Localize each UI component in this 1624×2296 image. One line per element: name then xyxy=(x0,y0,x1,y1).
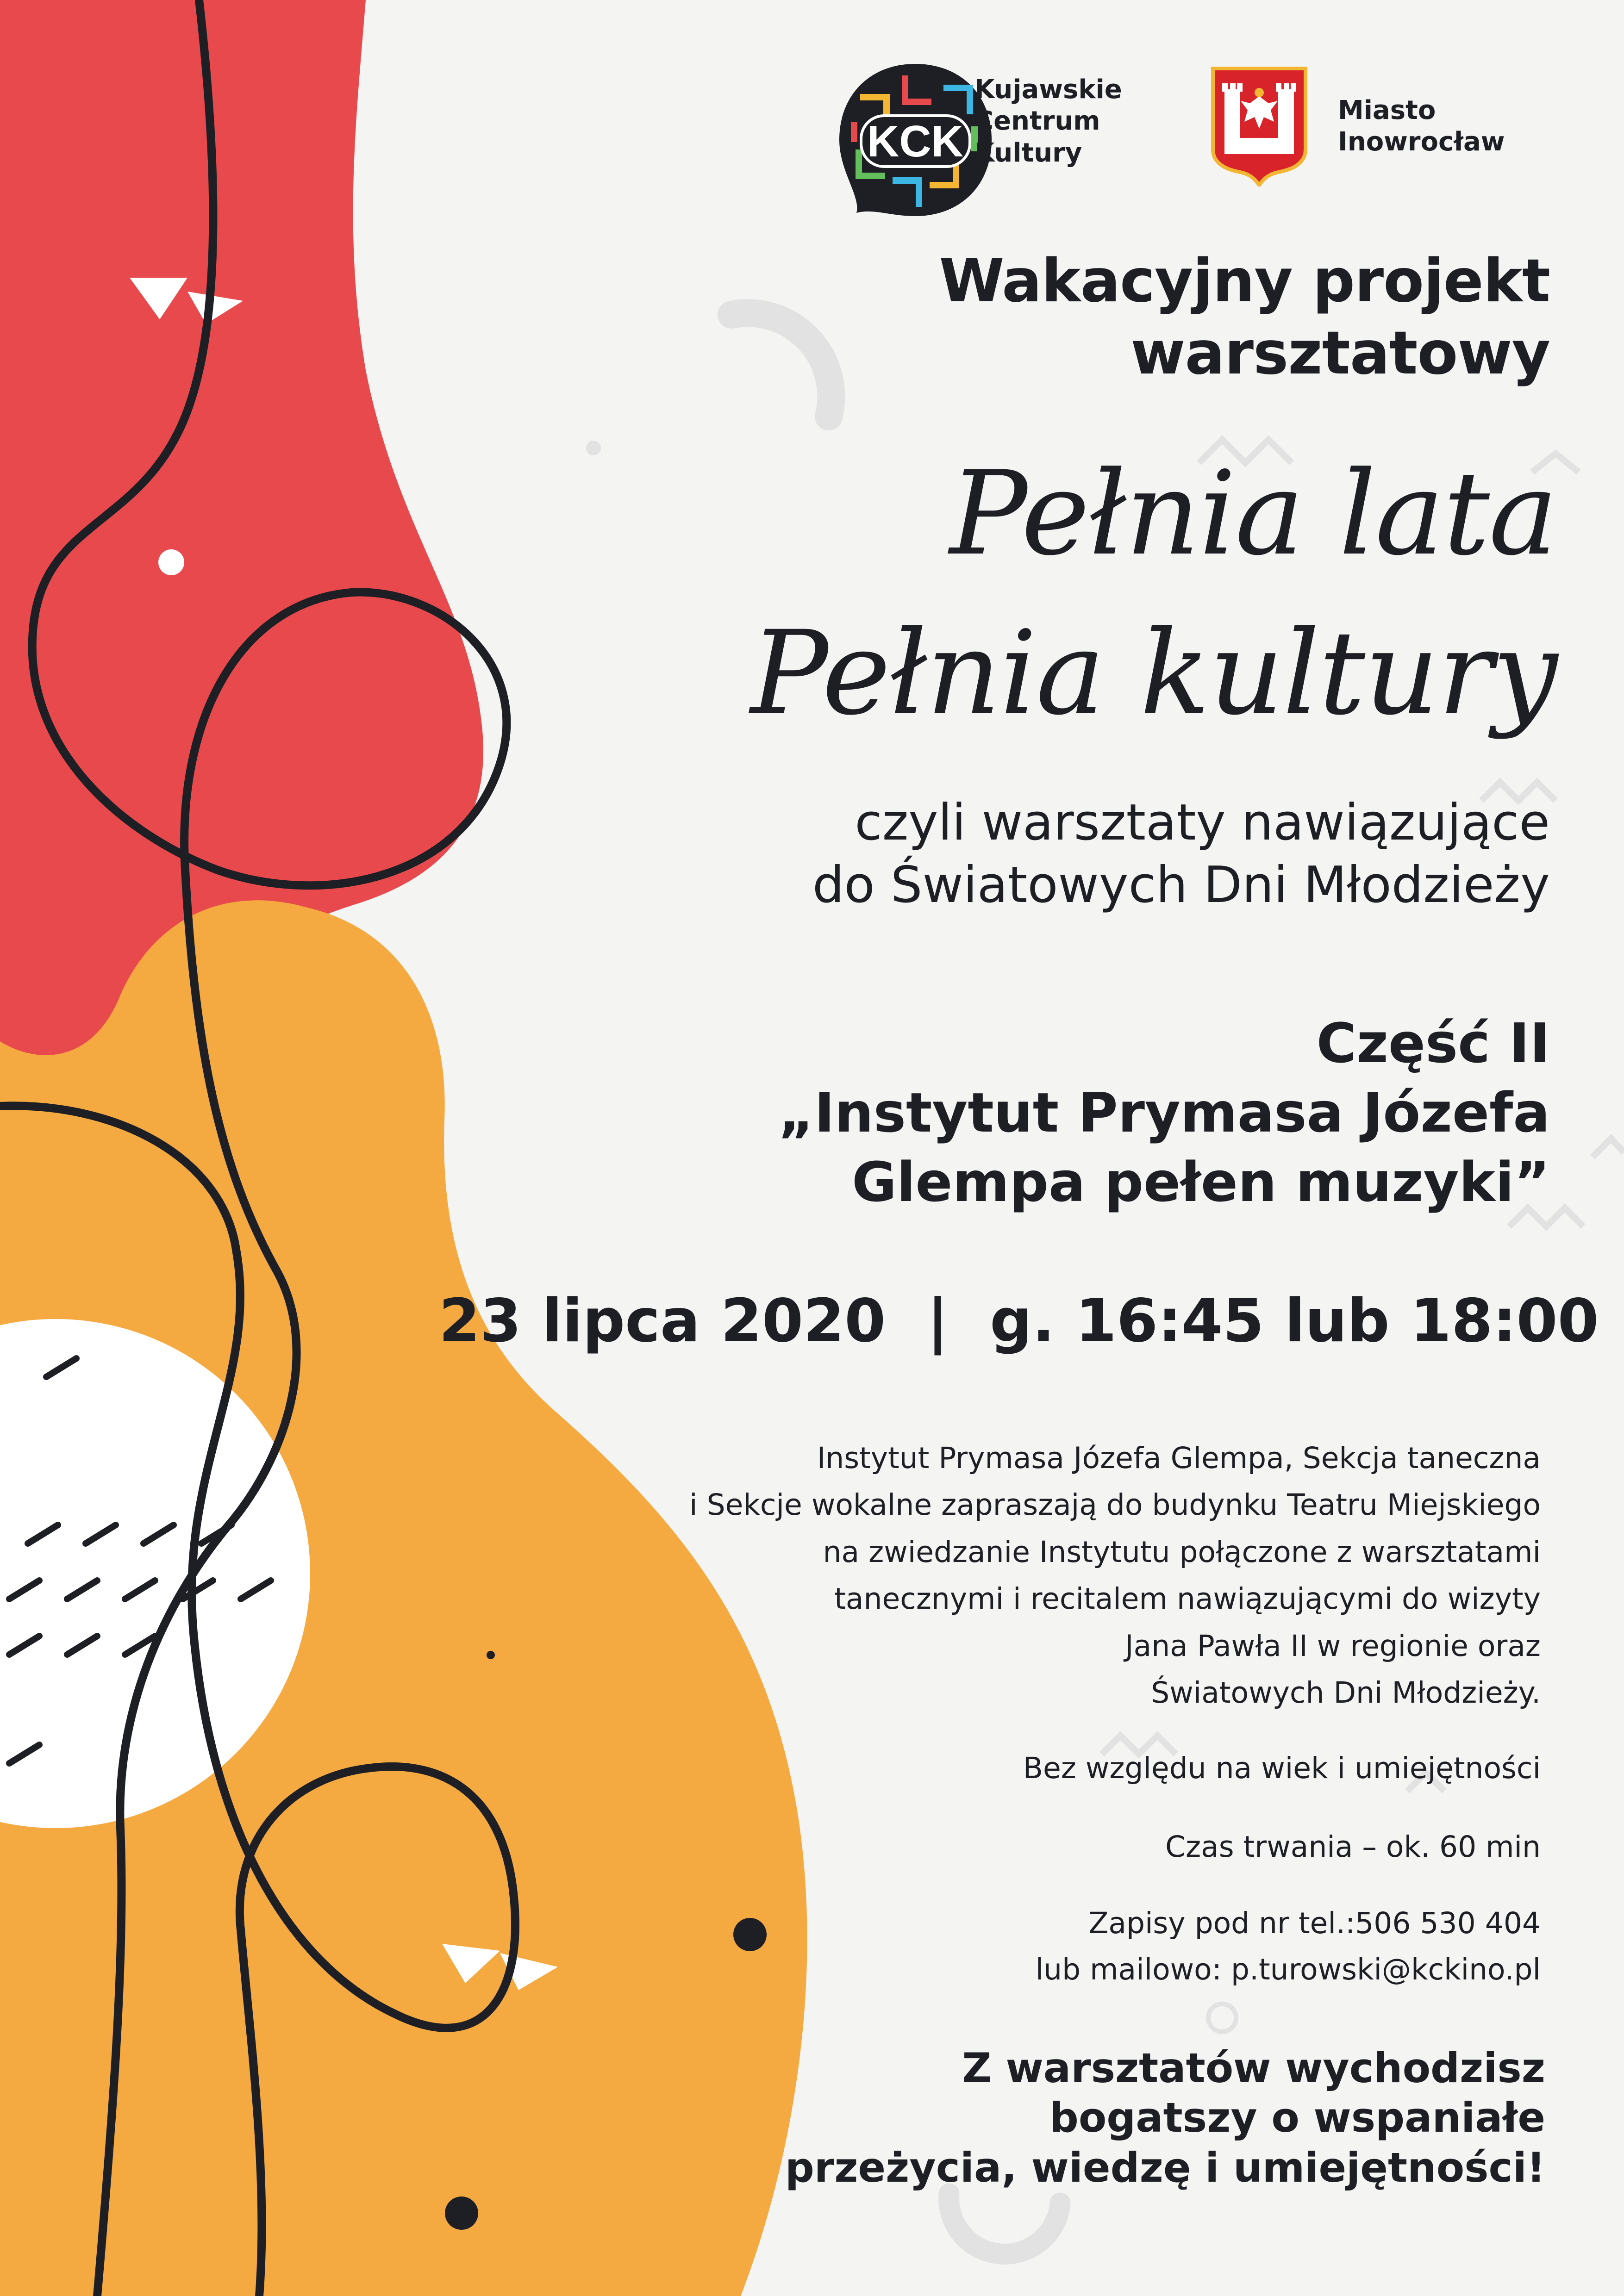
phone-info: Zapisy pod nr tel.:506 530 404 xyxy=(1088,1906,1541,1940)
email-info: lub mailowo: p.turowski@kckino.pl xyxy=(1035,1953,1541,1986)
headline-line: warsztatowy xyxy=(1131,319,1550,388)
description-line: tanecznymi i recitalem nawiązującymi do wizyty xyxy=(834,1582,1541,1616)
grey-dot xyxy=(586,441,601,455)
closing-line: bogatszy o wspaniałe xyxy=(1049,2094,1545,2142)
description-line: na zwiedzanie Instytutu połączone z warsztatami xyxy=(823,1535,1541,1569)
city-logo-text xyxy=(1338,95,1505,158)
closing-line: przeżycia, wiedzę i umiejętności! xyxy=(785,2143,1545,2191)
subtitle-line: czyli warsztaty nawiązujące xyxy=(855,794,1550,852)
script-title-line-1: Pełnia lata xyxy=(949,446,1557,581)
kck-logo-text xyxy=(974,74,1122,169)
duration-info: Czas trwania – ok. 60 min xyxy=(1165,1830,1541,1864)
description xyxy=(568,1435,1541,1717)
white-dot xyxy=(158,549,184,575)
description-line: i Sekcje wokalne zapraszają do budynku Teatru Miejskiego xyxy=(689,1488,1541,1522)
part-line: Glempa pełen muzyki” xyxy=(852,1150,1550,1214)
grey-ring xyxy=(1208,2004,1236,2032)
black-dot xyxy=(445,2196,478,2230)
city-logo-line: Inowrocław xyxy=(1338,127,1505,157)
grey-arc xyxy=(949,2194,1060,2254)
headline xyxy=(624,245,1550,390)
closing-text xyxy=(527,2043,1545,2192)
kck-logo-line: Kultury xyxy=(974,137,1082,168)
kck-logo-line: Centrum xyxy=(974,106,1100,137)
date-line: 23 lipca 2020 | g. 16:45 lub 18:00 xyxy=(439,1287,1599,1356)
part-title xyxy=(531,1009,1550,1217)
subtitle xyxy=(531,791,1550,916)
closing-line: Z warsztatów wychodzisz xyxy=(962,2044,1545,2092)
kck-mark-text: KCK xyxy=(867,117,963,166)
city-coat-of-arms-icon xyxy=(1208,64,1310,187)
description-line: Światowych Dni Młodzieży. xyxy=(1151,1676,1541,1710)
black-dot xyxy=(487,1651,495,1659)
part-line: Część II xyxy=(1316,1011,1550,1075)
subtitle-line: do Światowych Dni Młodzieży xyxy=(812,856,1550,914)
description-line: Jana Pawła II w regionie oraz xyxy=(1125,1629,1541,1663)
script-title-line-2: Pełnia kultury xyxy=(750,606,1557,740)
kck-logo-icon xyxy=(836,60,995,220)
headline-line: Wakacyjny projekt xyxy=(939,247,1550,316)
age-info: Bez względu na wiek i umiejętności xyxy=(1023,1751,1541,1785)
grey-zigzag xyxy=(1593,1139,1624,1157)
part-line: „Instytut Prymasa Józefa xyxy=(778,1080,1550,1145)
description-line: Instytut Prymasa Józefa Glempa, Sekcja taneczna xyxy=(817,1441,1541,1475)
kck-logo-line: Kujawskie xyxy=(974,75,1122,105)
city-logo-line: Miasto xyxy=(1338,95,1436,125)
